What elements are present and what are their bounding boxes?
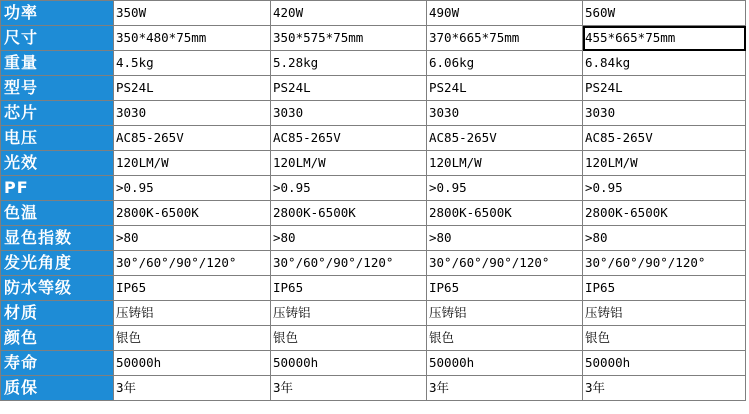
value-cell[interactable]: 350W (114, 1, 271, 26)
row-label-cell[interactable]: 型号 (1, 76, 114, 101)
value-cell[interactable]: 350*575*75mm (271, 26, 427, 51)
value-cell[interactable]: >80 (427, 226, 583, 251)
row-label-cell[interactable]: 颜色 (1, 326, 114, 351)
value-cell[interactable]: 3年 (271, 376, 427, 401)
table-row (1, 176, 746, 201)
value-cell[interactable]: AC85-265V (271, 126, 427, 151)
value-cell[interactable]: 压铸铝 (271, 301, 427, 326)
value-cell[interactable]: AC85-265V (114, 126, 271, 151)
value-cell[interactable]: IP65 (114, 276, 271, 301)
table-row (1, 101, 746, 126)
value-cell[interactable]: 压铸铝 (114, 301, 271, 326)
row-label-cell[interactable]: 光效 (1, 151, 114, 176)
table-row (1, 76, 746, 101)
value-cell[interactable]: IP65 (271, 276, 427, 301)
value-cell[interactable]: 350*480*75mm (114, 26, 271, 51)
value-cell[interactable]: 120LM/W (271, 151, 427, 176)
row-label-cell[interactable]: 电压 (1, 126, 114, 151)
row-label-cell[interactable]: 色温 (1, 201, 114, 226)
value-cell[interactable]: 3030 (583, 101, 746, 126)
row-label-cell[interactable]: PF (1, 176, 114, 201)
table-row (1, 1, 746, 26)
value-cell[interactable]: 3030 (271, 101, 427, 126)
row-label-cell[interactable]: 尺寸 (1, 26, 114, 51)
value-cell[interactable]: 6.84kg (583, 51, 746, 76)
table-row (1, 326, 746, 351)
value-cell[interactable]: 3030 (114, 101, 271, 126)
value-cell[interactable]: 压铸铝 (583, 301, 746, 326)
value-cell[interactable]: PS24L (583, 76, 746, 101)
value-cell[interactable]: >0.95 (271, 176, 427, 201)
value-cell[interactable]: 30°/60°/90°/120° (271, 251, 427, 276)
table-row (1, 126, 746, 151)
table-row (1, 226, 746, 251)
value-cell[interactable]: PS24L (114, 76, 271, 101)
row-label-cell[interactable]: 显色指数 (1, 226, 114, 251)
value-cell[interactable]: AC85-265V (583, 126, 746, 151)
selected-value-cell[interactable]: 455*665*75mm (583, 26, 746, 51)
value-cell[interactable]: 30°/60°/90°/120° (427, 251, 583, 276)
value-cell[interactable]: AC85-265V (427, 126, 583, 151)
value-cell[interactable]: PS24L (427, 76, 583, 101)
value-cell[interactable]: 50000h (583, 351, 746, 376)
row-label-cell[interactable]: 发光角度 (1, 251, 114, 276)
value-cell[interactable]: 银色 (583, 326, 746, 351)
value-cell[interactable]: 50000h (427, 351, 583, 376)
table-row (1, 276, 746, 301)
value-cell[interactable]: 银色 (427, 326, 583, 351)
row-label-cell[interactable]: 寿命 (1, 351, 114, 376)
value-cell[interactable]: 120LM/W (427, 151, 583, 176)
row-label-cell[interactable]: 防水等级 (1, 276, 114, 301)
value-cell[interactable]: >0.95 (427, 176, 583, 201)
value-cell[interactable]: 50000h (271, 351, 427, 376)
value-cell[interactable]: 压铸铝 (427, 301, 583, 326)
table-row (1, 201, 746, 226)
value-cell[interactable]: 2800K-6500K (114, 201, 271, 226)
table-row (1, 51, 746, 76)
table-row (1, 301, 746, 326)
value-cell[interactable]: 银色 (114, 326, 271, 351)
value-cell[interactable]: 2800K-6500K (271, 201, 427, 226)
row-label-cell[interactable]: 芯片 (1, 101, 114, 126)
value-cell[interactable]: 370*665*75mm (427, 26, 583, 51)
value-cell[interactable]: >0.95 (114, 176, 271, 201)
value-cell[interactable]: 2800K-6500K (583, 201, 746, 226)
value-cell[interactable]: >0.95 (583, 176, 746, 201)
value-cell[interactable]: 2800K-6500K (427, 201, 583, 226)
value-cell[interactable]: 银色 (271, 326, 427, 351)
table-row (1, 151, 746, 176)
value-cell[interactable]: 3年 (114, 376, 271, 401)
row-label-cell[interactable]: 重量 (1, 51, 114, 76)
value-cell[interactable]: 120LM/W (583, 151, 746, 176)
table-row (1, 376, 746, 401)
table-row (1, 251, 746, 276)
row-label-cell[interactable]: 质保 (1, 376, 114, 401)
value-cell[interactable]: 5.28kg (271, 51, 427, 76)
value-cell[interactable]: 3年 (427, 376, 583, 401)
value-cell[interactable]: 420W (271, 1, 427, 26)
value-cell[interactable]: 490W (427, 1, 583, 26)
value-cell[interactable]: 30°/60°/90°/120° (114, 251, 271, 276)
value-cell[interactable]: 4.5kg (114, 51, 271, 76)
value-cell[interactable]: PS24L (271, 76, 427, 101)
value-cell[interactable]: IP65 (583, 276, 746, 301)
value-cell[interactable]: 560W (583, 1, 746, 26)
value-cell[interactable]: 30°/60°/90°/120° (583, 251, 746, 276)
row-label-cell[interactable]: 材质 (1, 301, 114, 326)
value-cell[interactable]: 120LM/W (114, 151, 271, 176)
table-row (1, 26, 746, 51)
value-cell[interactable]: >80 (583, 226, 746, 251)
value-cell[interactable]: 3年 (583, 376, 746, 401)
row-label-cell[interactable]: 功率 (1, 1, 114, 26)
value-cell[interactable]: 6.06kg (427, 51, 583, 76)
value-cell[interactable]: >80 (271, 226, 427, 251)
value-cell[interactable]: 3030 (427, 101, 583, 126)
value-cell[interactable]: >80 (114, 226, 271, 251)
spec-table-body (1, 1, 746, 401)
value-cell[interactable]: 50000h (114, 351, 271, 376)
value-cell[interactable]: IP65 (427, 276, 583, 301)
table-row (1, 351, 746, 376)
